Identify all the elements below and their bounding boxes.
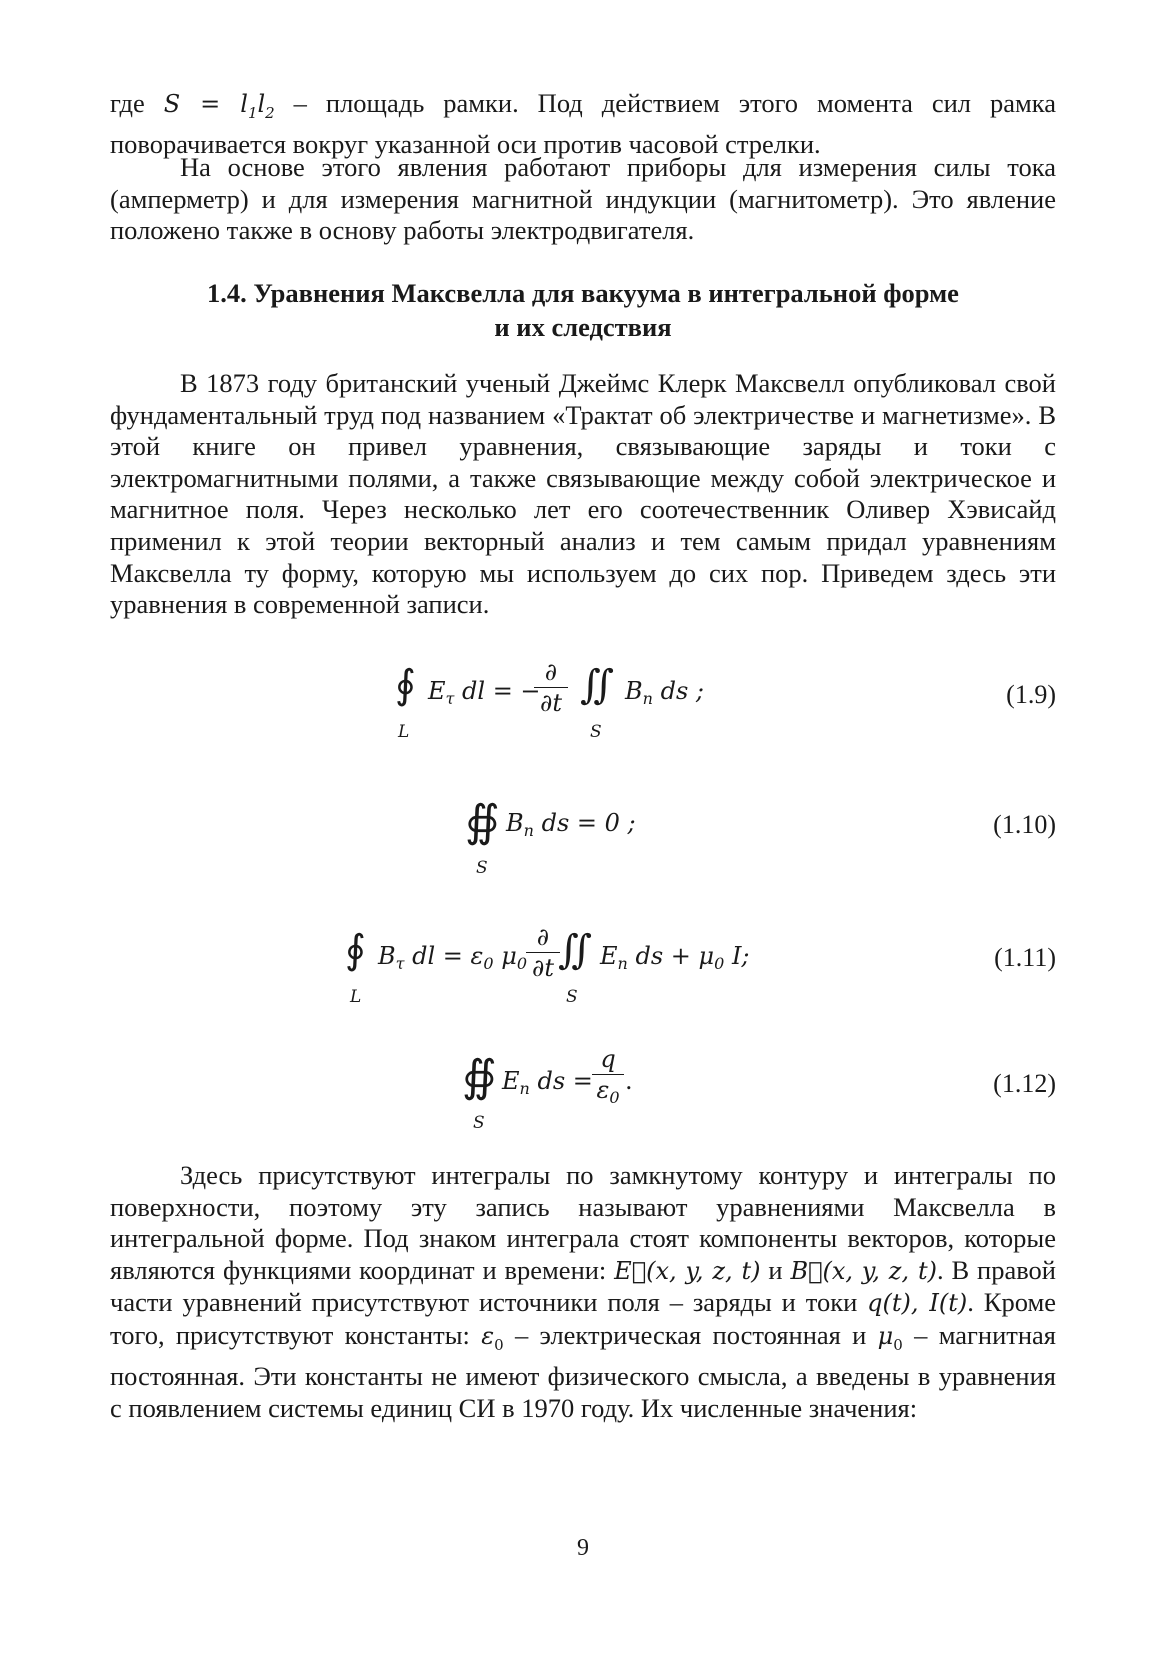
equation-number: (1.9) bbox=[1006, 680, 1056, 709]
equation-number: (1.12) bbox=[993, 1069, 1056, 1098]
equation-lhs: $E_\tau$ dl = − bbox=[428, 677, 541, 708]
surface-integral-symbol: ∯ bbox=[462, 1051, 497, 1102]
intro-paragraph-2: На основе этого явления работают приборы для измерения силы тока (амперметр) и для измерения магнитной индукции (магнитометр). Это явление положено также в основу работы электродвигателя. bbox=[110, 152, 1056, 246]
equation-number: (1.11) bbox=[994, 943, 1056, 972]
intro-text-b: – площадь рамки. Под действием этого момента сил рамка поворачивается вокруг указанной оси против часовой стрелки. bbox=[110, 88, 1057, 160]
intro-paragraph-1 bbox=[110, 88, 1056, 161]
double-integral-symbol: ∬ bbox=[580, 662, 615, 708]
equation-lhs: $B_\tau$ dl = $\varepsilon_0$ $\mu_0$ bbox=[378, 942, 528, 973]
equation-1-11 bbox=[0, 915, 1166, 1025]
double-integral-symbol: ∬ bbox=[558, 927, 593, 973]
equation-1-12 bbox=[0, 1045, 1166, 1155]
epsilon-zero: $\varepsilon_0$ bbox=[481, 1321, 504, 1354]
history-paragraph: В 1873 году британский ученый Джеймс Клерк Максвелл опубликовал свой фундаментальный труд под названием «Трактат об электричестве и магнетизме». В этой книге он привел уравнения, связывающие заряды и токи с электромагнитными полями, а также связывающие между собой электрическое и магнитное поля. Через несколько лет его соотечественник Оливер Хэвисайд применил к этой теории векторный анализ и тем самым придал уравнениям Максвелла ту форму, которую мы используем до сих пор. Приведем здесь эти уравнения в современной записи. bbox=[110, 368, 1056, 620]
equation-number: (1.10) bbox=[993, 810, 1056, 839]
lower-limit-S: S bbox=[473, 1113, 485, 1133]
lower-limit-L: L bbox=[350, 987, 362, 1007]
mu-zero: $\mu_0$ bbox=[877, 1321, 903, 1354]
vector-E-function: E⃗(x, y, z, t) bbox=[614, 1256, 761, 1285]
lower-limit-S: S bbox=[476, 858, 488, 878]
field-sources: q(t), I(t) bbox=[867, 1289, 968, 1318]
partial-derivative-fraction: ∂ ∂t bbox=[526, 923, 560, 982]
intro-text-a: где bbox=[110, 88, 164, 118]
page-number: 9 bbox=[577, 1535, 589, 1561]
lower-limit-S: S bbox=[566, 987, 578, 1007]
equation-body: $B_n$ ds = 0 ; bbox=[506, 809, 636, 840]
partial-derivative-fraction: ∂ ∂t bbox=[534, 658, 568, 717]
surface-integral-symbol: ∯ bbox=[465, 796, 500, 847]
equation-1-9 bbox=[0, 650, 1166, 760]
lower-limit-S: S bbox=[590, 722, 602, 742]
conclusion-paragraph: Здесь присутствуют интегралы по замкнутому контуру и интегралы по поверхности, поэтому эту запись называют уравнениями Максвелла в интегральной форме. Под знаком интеграла стоят компоненты векторов, которые являются функциями координат и времени: E⃗(x, y, z, t) и B⃗(x, y, z, t). В правой части уравнений присутствуют источники поля – заряды и токи q(t), I(t). Кроме того, присутствуют константы: $\varepsilon_0$ – электрическая постоянная и $\mu_0$ – магнитная постоянная. Эти константы не имеют физического смысла, а введены в уравнения с появлением системы единиц СИ в 1970 году. Их численные значения: bbox=[110, 1160, 1056, 1423]
equation-1-10 bbox=[0, 790, 1166, 900]
equation-rhs: $E_n$ ds + $\mu_0$ I; bbox=[600, 942, 750, 973]
equation-lhs: $E_n$ ds = bbox=[502, 1067, 593, 1098]
frame-area-formula: $S = l_1l_2$ bbox=[163, 90, 275, 122]
section-title-line-2: и их следствия bbox=[494, 312, 672, 342]
contour-integral-symbol: ∮ bbox=[345, 927, 366, 973]
contour-integral-symbol: ∮ bbox=[395, 662, 416, 708]
equation-period: . bbox=[625, 1067, 633, 1095]
charge-over-epsilon-fraction: q $\varepsilon_0$ bbox=[592, 1045, 624, 1107]
equation-rhs: $B_n$ ds ; bbox=[625, 677, 704, 708]
section-title-line-1: 1.4. Уравнения Максвелла для вакуума в интегральной форме bbox=[207, 278, 959, 308]
vector-B-function: B⃗(x, y, z, t) bbox=[790, 1256, 937, 1285]
lower-limit-L: L bbox=[398, 722, 410, 742]
